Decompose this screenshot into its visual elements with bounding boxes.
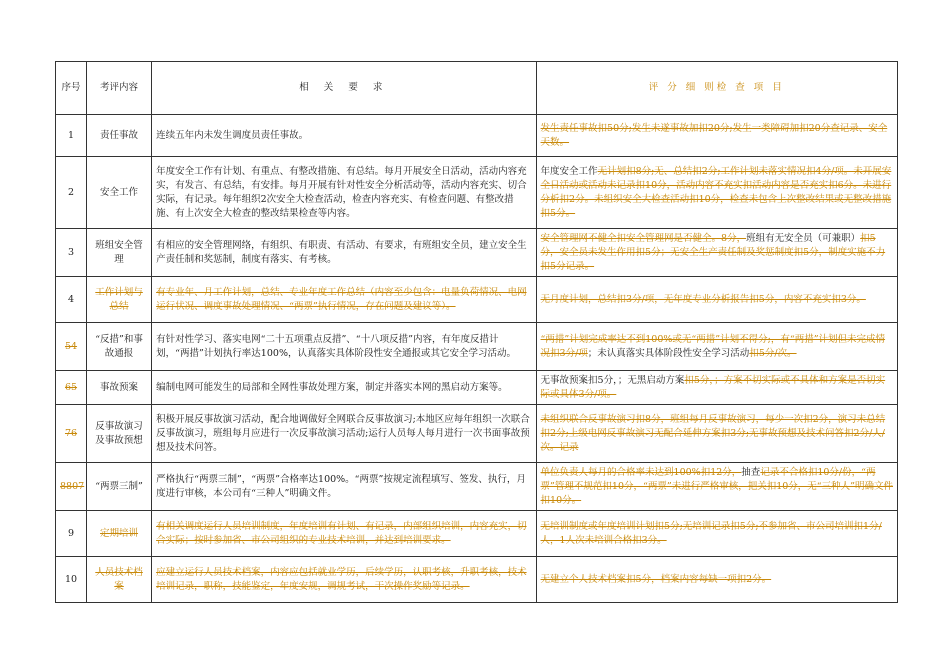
row-score-part: 年度安全工作: [540, 165, 598, 177]
table-row: [56, 463, 898, 511]
row-requirement: 有相关调度运行人员培训制度，年度培训有计划、有记录，内部组织培训，内容充实，切合实际；按时参加省、市公司组织的专业技术培训，并达到培训要求。: [152, 511, 536, 557]
row-score-part: 班组有无安全员（可兼职）: [746, 232, 861, 244]
row-score-part: 抽查: [741, 466, 761, 478]
row-item: 事故预案: [87, 371, 152, 405]
row-no: 54: [56, 323, 87, 371]
row-score-deleted: 扣5分/次。: [749, 347, 797, 359]
header-item: 考评内容: [87, 62, 152, 115]
header-requirement: 相 关 要 求: [152, 62, 536, 115]
row-no: 4: [56, 277, 87, 323]
row-score-deleted: 扣5分，安全员未发生作用扣5分；无安全生产责任制及奖惩制度扣5分，制度实施不力扣5分记录。: [540, 232, 886, 272]
table-row: [56, 323, 898, 371]
row-requirement: 有针对性学习、落实电网“二十五项重点反措”、“十八项反措”内容，有年度反措计划，“两措”计划执行率达100%，认真落实具体阶段性安全通报或其它安全学习活动。: [152, 323, 536, 371]
row-score: 无月度计划，总结扣3分/项，无年度专业分析报告扣5分，内容不充实扣3分。: [536, 277, 897, 323]
row-requirement: 有相应的安全管理网络，有组织、有职责、有活动、有要求，有班组安全员，建立安全生产责任制和奖惩制，制度有落实、有考核。: [152, 229, 536, 277]
row-score: 无培训制度或年度培训计划扣5分;无培训记录扣5分;不参加省、市公司培训扣1分/人，1人次未培训合格扣3分。: [536, 511, 897, 557]
row-no: 10: [56, 557, 87, 603]
row-score: 无建立个人技术档案扣5分，档案内容每缺一项扣2分。: [536, 557, 897, 603]
row-score: 发生责任事故扣50分;发生未遂事故加扣20分;发生一类障碍加扣20分查记录、安全天数。: [536, 115, 897, 157]
table-row: [56, 371, 898, 405]
table-row: [56, 405, 898, 463]
row-score-deleted: 记录不合格扣10分/份，“两票”管理不规范扣10分，“两票”未进行严格审核，把关扣10分，无“三种人”明确文件扣10分。: [540, 466, 894, 506]
row-score: [536, 323, 897, 371]
table-row: [56, 229, 898, 277]
row-item: 工作计划与总结: [87, 277, 152, 323]
table-row: [56, 277, 898, 323]
row-no: 65: [56, 371, 87, 405]
row-item: 班组安全管理: [87, 229, 152, 277]
row-item: “两票三制”: [87, 463, 152, 511]
row-no: 1: [56, 115, 87, 157]
table-row: [56, 511, 898, 557]
row-score: [536, 463, 897, 511]
row-item: 人员技术档案: [87, 557, 152, 603]
row-requirement: 应建立运行人员技术档案，内容应包括就业学历，后续学历，认职考核，升职考核，技术培训记录，职称，技能鉴定，年度安规，调规考试，干次操作奖励等记录。: [152, 557, 536, 603]
row-score-deleted: 单位负责人每月的合格率未达到100%扣12分，: [540, 466, 742, 478]
table-row: [56, 157, 898, 229]
row-requirement: 编制电网可能发生的局部和全网性事故处理方案，制定并落实本网的黑启动方案等。: [152, 371, 536, 405]
row-no: 3: [56, 229, 87, 277]
row-score-deleted: “两措”计划完成率达不到100%或无“两措”计划不得分;，有“两措”计划但未完成情况扣3分/项: [540, 333, 886, 359]
row-score-part: 无事故预案扣5分，；无黑启动方案: [540, 374, 685, 386]
row-requirement: 有专业年、月工作计划，总结、专业年度工作总结（内容至少包含：电量负荷情况、电网运行状况、调度事故处理情况、“两票”执行情况，存在问题及建议等）。: [152, 277, 536, 323]
row-item: “反措”和事故通报: [87, 323, 152, 371]
row-score-deleted: 无计划扣8分;无、总结扣2分: [597, 165, 718, 177]
row-requirement: 年度安全工作有计划、有重点、有整改措施、有总结。每月开展安全日活动，活动内容充实，有发言、有总结，有安排。每月开展有针对性安全分析活动等，活动内容充实、切合实际，有记录。每年组织2次安全大检查活动，检查内容充实、有检查问题、有整改措施、有上次安全大检查的整改结果检查等内容。: [152, 157, 536, 229]
row-score-revised: ;工作计划未落实情况扣4分/项。未开展安全日活动或活动未记录扣10分，活动内容不充实扣活动内容是否充实扣6分。未进行分析扣2分。未组织安全大检查活动扣10分，检查未包含上次整改结果或无整改措施扣5分。: [540, 165, 892, 219]
header-no: 序号: [56, 62, 87, 115]
assessment-table: [55, 61, 898, 603]
row-score-deleted: 安全管理网不健全扣安全管理网是否健全。8分，: [540, 232, 747, 244]
row-score: [536, 229, 897, 277]
table-row: [56, 557, 898, 603]
row-item: 责任事故: [87, 115, 152, 157]
header-score: 评 分 细 则检 查 项 目: [536, 62, 897, 115]
row-score: [536, 157, 897, 229]
row-requirement: 积极开展反事故演习活动，配合地调做好全网联合反事故演习;本地区应每年组织一次联合反事故演习，班组每月应进行一次反事故演习活动;运行人员每人每月进行一次书面事故预想及技术问答。: [152, 405, 536, 463]
row-no: 76: [56, 405, 87, 463]
row-score-deleted: 扣5分，；方案不切实际或不具体和方案是否切实际或具体3分/项。: [540, 374, 886, 400]
row-item: 安全工作: [87, 157, 152, 229]
row-no: 2: [56, 157, 87, 229]
row-score: 未组织联合反事故演习扣8分，班组每月反事故演习，每少一次扣2分，演习未总结扣2分;上级电网反事故演习无配合延伸方案扣3分;无事故预想及技术问答扣2分/人/次。记录: [536, 405, 897, 463]
row-item: 反事故演习及事故预想: [87, 405, 152, 463]
row-score: [536, 371, 897, 405]
row-no: 9: [56, 511, 87, 557]
row-requirement: 严格执行“两票三制”，“两票”合格率达100%。“两票”按规定流程填写、签发、执行，月度进行审核，本公司有“三种人”明确文件。: [152, 463, 536, 511]
row-no: 8807: [56, 463, 87, 511]
row-score-part: ；未认真落实具体阶段性安全学习活动: [587, 347, 750, 359]
table-row: [56, 115, 898, 157]
row-item: 定期培训: [87, 511, 152, 557]
row-requirement: 连续五年内未发生调度员责任事故。: [152, 115, 536, 157]
table-header-row: [56, 62, 898, 115]
